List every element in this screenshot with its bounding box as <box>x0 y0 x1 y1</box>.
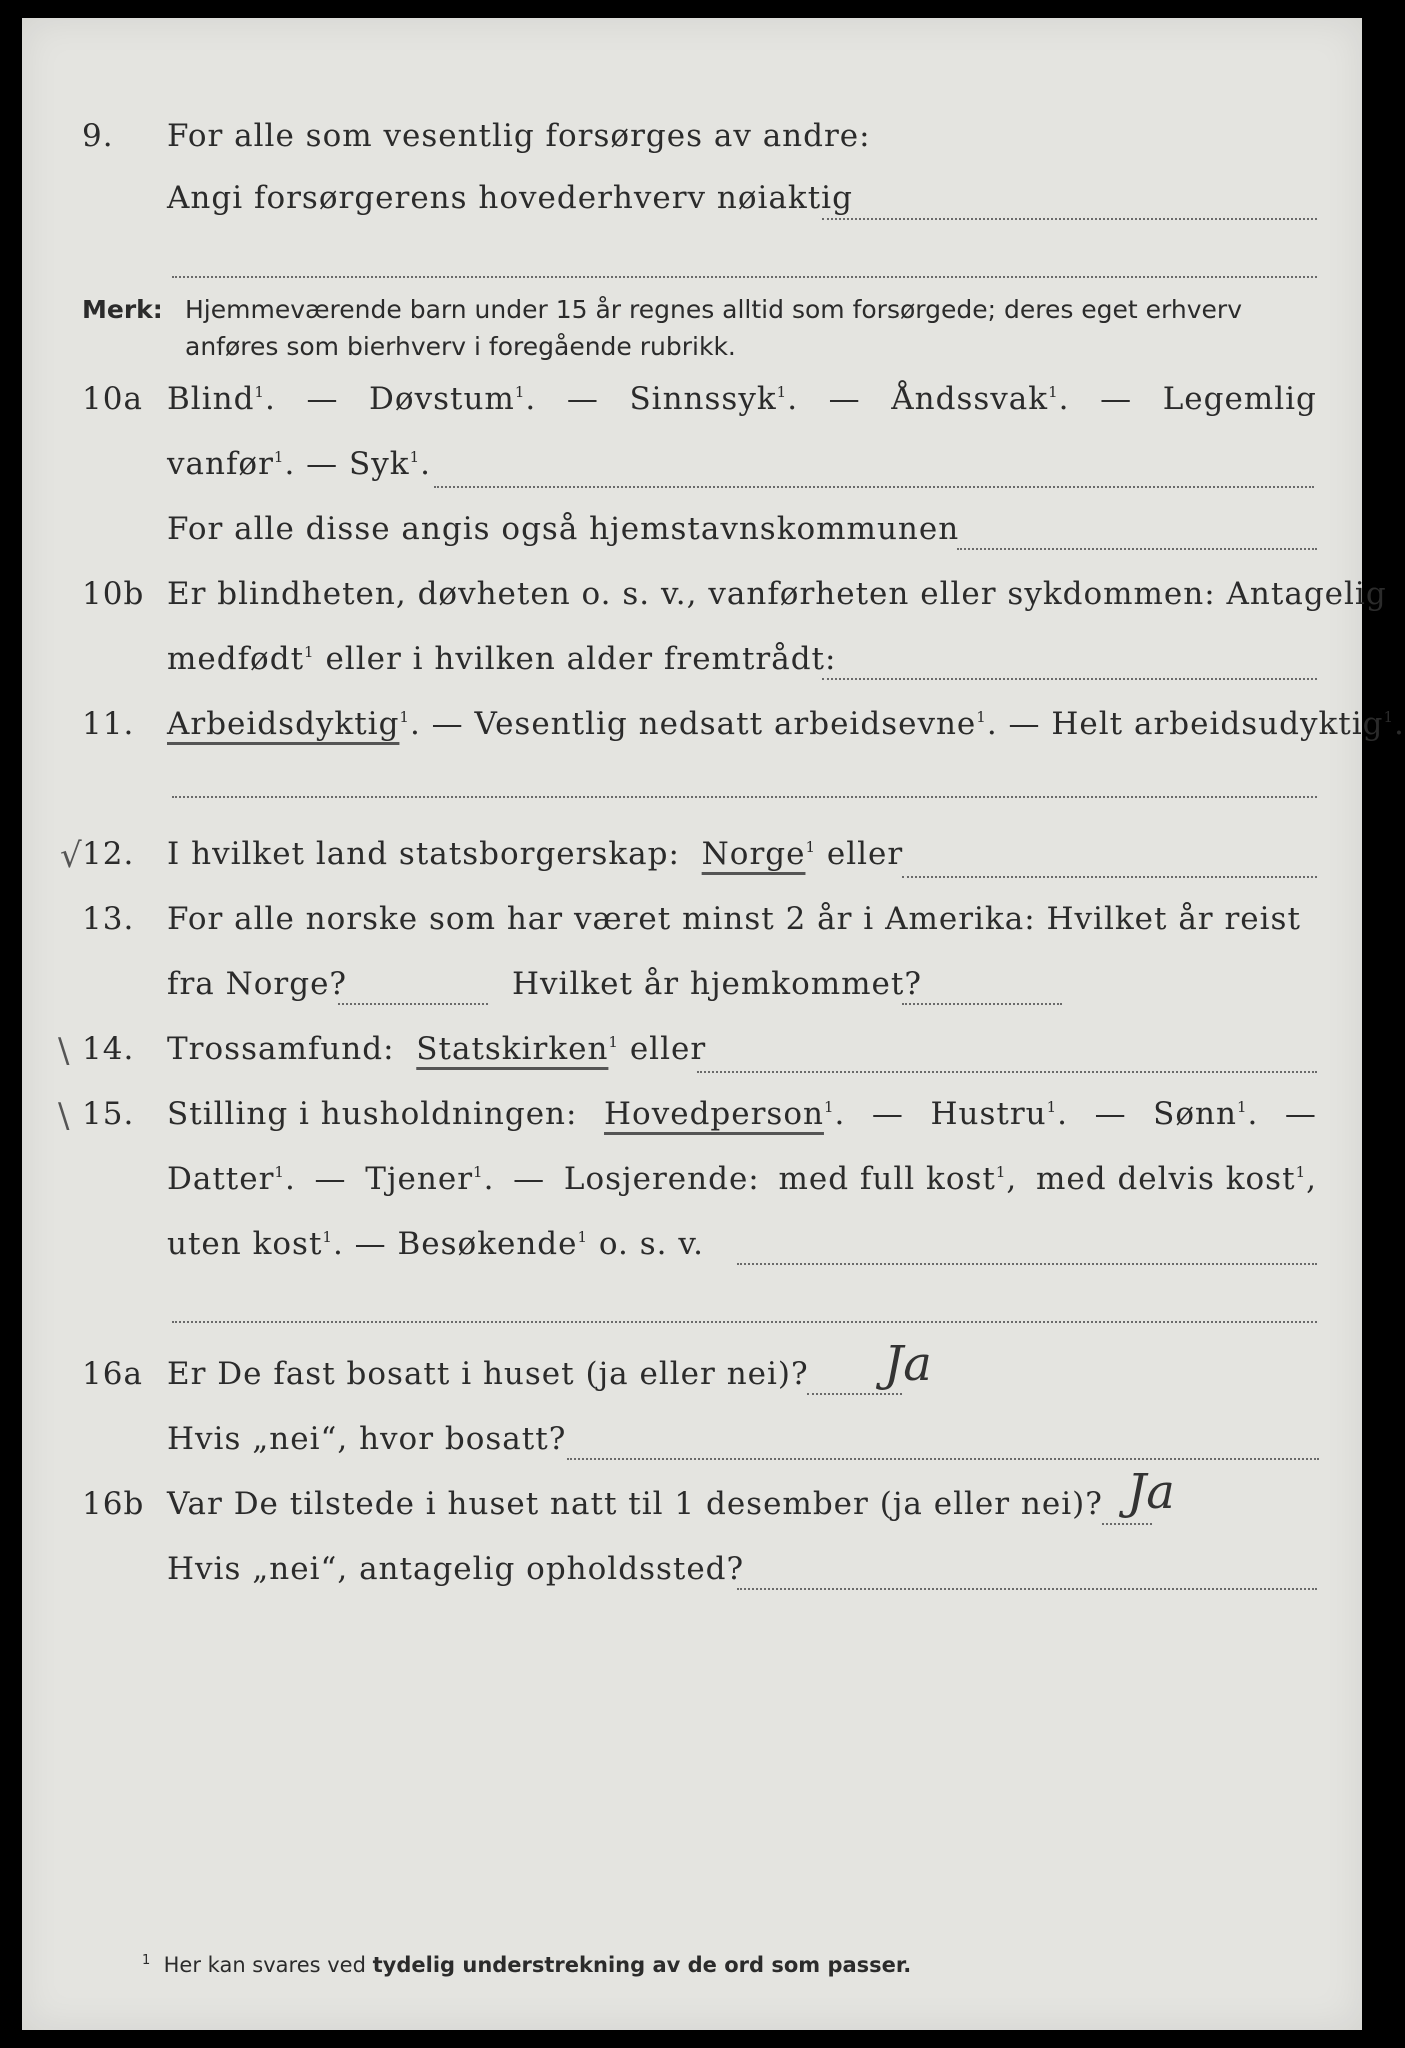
merk-line-1: Hjemmeværende barn under 15 år regnes alltid som forsørgede; deres eget erhverv <box>185 295 1242 324</box>
opt-legemlig: Legemlig <box>1162 381 1317 417</box>
q10b-answer-line[interactable] <box>822 678 1317 680</box>
q12-number: 12. <box>82 836 135 872</box>
merk-label: Merk: <box>82 295 163 324</box>
q10a-hjemstavn: For alle disse angis også hjemstavnskommunen <box>167 511 960 547</box>
q16b-answer-line[interactable] <box>1102 1523 1152 1525</box>
q13-reist: fra Norge? <box>167 966 348 1002</box>
q14-answer-line[interactable] <box>697 1071 1317 1073</box>
q16a-handwritten-answer: Ja <box>884 1336 932 1392</box>
q10a-vanfor-syk: vanfør$^1$. — Syk$^1$. <box>167 446 431 482</box>
opt-sinnssyk: Sinnssyk$^1$. <box>629 381 799 417</box>
q11-answer-line[interactable] <box>172 796 1317 798</box>
q15-answer-line-2[interactable] <box>172 1321 1317 1323</box>
q14-number: 14. <box>82 1031 135 1067</box>
q16a-answer-line[interactable] <box>807 1393 902 1395</box>
q9-number: 9. <box>82 118 114 154</box>
opt-statskirken-selected: Statskirken <box>416 1031 609 1067</box>
q10a-answer-line[interactable] <box>434 486 1314 488</box>
q16a-number: 16a <box>82 1356 143 1392</box>
check-mark-15: \ <box>58 1096 70 1136</box>
q10a-number: 10a <box>82 381 143 417</box>
q10a-hjemstavn-line[interactable] <box>957 548 1317 550</box>
check-mark-12: √ <box>60 836 82 876</box>
q15-answer-line[interactable] <box>737 1263 1317 1265</box>
check-mark-14: \ <box>58 1031 70 1071</box>
q11-options: Arbeidsdyktig$^1$. — Vesentlig nedsatt arbeidsevne$^1$. — Helt arbeidsudyktig$^1$. <box>167 706 1405 742</box>
opt-arbeidsdyktig-selected: Arbeidsdyktig <box>167 706 400 742</box>
q10b-medfodt: medfødt$^1$ eller i hvilken alder fremtrådt: <box>167 641 837 677</box>
opt-andssvak: Åndssvak$^1$. <box>891 381 1070 417</box>
opt-norge-selected: Norge <box>701 836 806 872</box>
merk-note <box>82 295 1242 324</box>
q15-options-1: Stilling i husholdningen: Hovedperson$^1$. — Hustru$^1$. — Sønn$^1$. — <box>167 1096 1317 1132</box>
q13-number: 13. <box>82 901 135 937</box>
footnote: $^1$ Her kan svares ved tydelig understrekning av de ord som passer. <box>142 1953 912 1977</box>
q16a-bosatt-line[interactable] <box>567 1458 1319 1460</box>
opt-blind: Blind$^1$. <box>167 381 276 417</box>
q16a-text: Er De fast bosatt i huset (ja eller nei)? <box>167 1356 809 1392</box>
q16b-opholdssted: Hvis „nei“, antagelig opholdssted? <box>167 1551 745 1587</box>
q16b-text: Var De tilstede i huset natt til 1 desember (ja eller nei)? <box>167 1486 1103 1522</box>
q16b-handwritten-answer: Ja <box>1127 1464 1175 1520</box>
q10a-options: Blind$^1$. — Døvstum$^1$. — Sinnssyk$^1$. — Åndssvak$^1$. — Legemlig <box>167 381 1317 417</box>
q15-options-2: Datter$^1$. — Tjener$^1$. — Losjerende: med full kost$^1$, med delvis kost$^1$, <box>167 1161 1317 1197</box>
q9-answer-line[interactable] <box>822 218 1317 220</box>
opt-dovstum: Døvstum$^1$. <box>369 381 537 417</box>
q9-text: For alle som vesentlig forsørges av andre: <box>167 118 871 154</box>
opt-hovedperson-selected: Hovedperson <box>604 1096 824 1132</box>
merk-line-2: anføres som bierhverv i foregående rubrikk. <box>185 332 736 361</box>
q12-text: I hvilket land statsborgerskap: Norge$^1$ eller <box>167 836 904 872</box>
q13-text: For alle norske som har været minst 2 år i Amerika: Hvilket år reist <box>167 901 1301 937</box>
q9-answer-line-2[interactable] <box>172 276 1317 278</box>
census-form-page <box>22 18 1405 2030</box>
q16a-bosatt: Hvis „nei“, hvor bosatt? <box>167 1421 567 1457</box>
q15-number: 15. <box>82 1096 135 1132</box>
q14-text: Trossamfund: Statskirken$^1$ eller <box>167 1031 707 1067</box>
q10b-number: 10b <box>82 576 145 612</box>
q11-number: 11. <box>82 706 135 742</box>
q9-provider-label: Angi forsørgerens hovederhverv nøiaktig <box>167 180 853 216</box>
q12-answer-line[interactable] <box>902 876 1317 878</box>
q13-hjemkommet-line[interactable] <box>902 1003 1062 1005</box>
q16b-opholdssted-line[interactable] <box>737 1588 1317 1590</box>
q10b-text: Er blindheten, døvheten o. s. v., vanførheten eller sykdommen: Antagelig <box>167 576 1387 612</box>
q13-reist-line[interactable] <box>338 1003 488 1005</box>
q15-options-3: uten kost$^1$. — Besøkende$^1$ o. s. v. <box>167 1226 705 1262</box>
q16b-number: 16b <box>82 1486 145 1522</box>
q13-hjemkommet: Hvilket år hjemkommet? <box>512 966 922 1002</box>
